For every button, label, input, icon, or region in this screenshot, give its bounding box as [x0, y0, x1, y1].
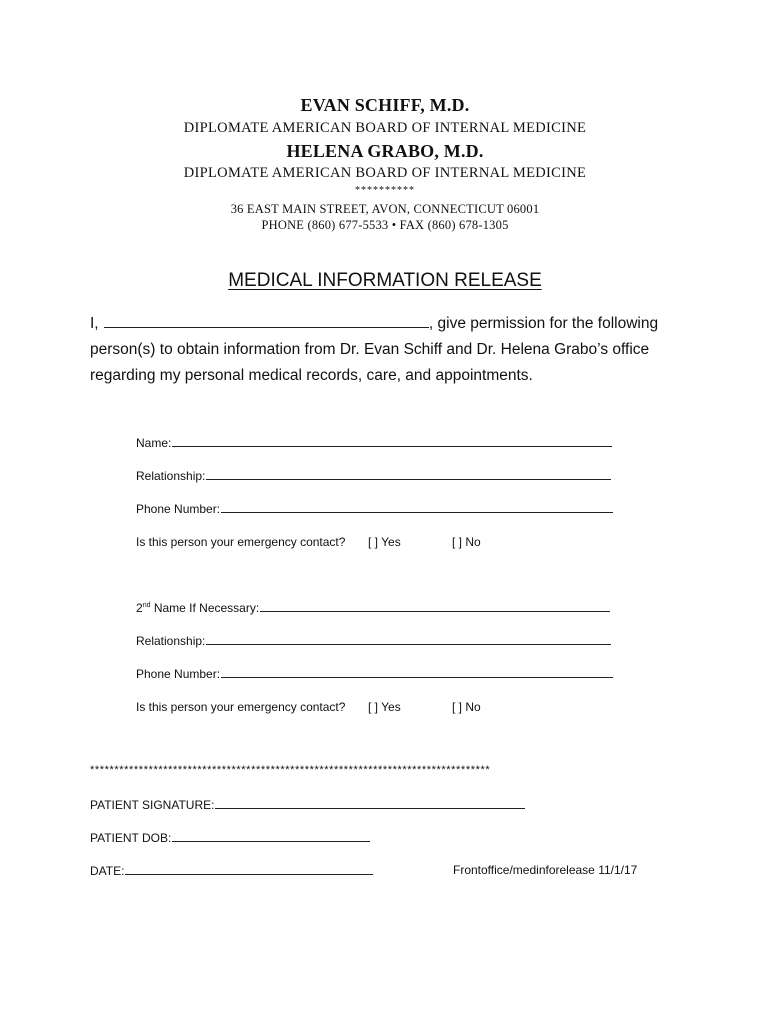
- dob-label: PATIENT DOB:: [90, 831, 172, 845]
- dob-row: [90, 830, 370, 845]
- contact1-no-checkbox[interactable]: [ ] No: [452, 535, 481, 549]
- contact1-relationship-field[interactable]: [206, 468, 611, 480]
- intro-line1-suffix: , give permission for the following: [428, 315, 659, 332]
- contact2-no-checkbox[interactable]: [ ] No: [452, 700, 481, 714]
- footer-reference: Frontoffice/medinforelease 11/1/17: [453, 863, 638, 877]
- intro-line-1: [90, 311, 658, 337]
- star-divider: **********************************************************************************: [90, 764, 491, 776]
- contact2-emergency-question: Is this person your emergency contact?: [136, 700, 346, 714]
- doctor2-name: HELENA GRABO, M.D.: [286, 141, 484, 161]
- contact2-phone-row: [136, 666, 613, 681]
- contact1-relationship-label: Relationship:: [136, 469, 206, 483]
- contact2-name-label-num: 2: [136, 601, 143, 615]
- contact2-yes-checkbox[interactable]: [ ] Yes: [368, 700, 401, 714]
- date-field[interactable]: [125, 863, 373, 875]
- intro-prefix: I,: [90, 315, 103, 332]
- signature-field[interactable]: [215, 797, 525, 809]
- doctor2-title: DIPLOMATE AMERICAN BOARD OF INTERNAL MEDICINE: [183, 165, 587, 181]
- contact1-name-field[interactable]: [172, 435, 612, 447]
- contact1-phone-label: Phone Number:: [136, 502, 221, 516]
- date-row: [90, 863, 373, 878]
- contact1-phone-field[interactable]: [221, 501, 613, 513]
- contact2-relationship-row: [136, 633, 611, 648]
- signature-row: [90, 797, 525, 812]
- contact1-yes-checkbox[interactable]: [ ] Yes: [368, 535, 401, 549]
- address: 36 EAST MAIN STREET, AVON, CONNECTICUT 06001: [230, 202, 540, 216]
- patient-name-field[interactable]: [104, 316, 429, 328]
- contact2-name-row: [136, 600, 610, 615]
- doctor1-title: DIPLOMATE AMERICAN BOARD OF INTERNAL MEDICINE: [183, 120, 587, 136]
- header-separator: **********: [355, 185, 415, 196]
- contact2-phone-field[interactable]: [221, 666, 613, 678]
- contact1-name-label: Name:: [136, 436, 172, 450]
- contact1-emergency-question: Is this person your emergency contact?: [136, 535, 346, 549]
- contact2-relationship-label: Relationship:: [136, 634, 206, 648]
- form-title: MEDICAL INFORMATION RELEASE: [228, 270, 542, 291]
- date-label: DATE:: [90, 864, 125, 878]
- dob-field[interactable]: [172, 830, 370, 842]
- signature-label: PATIENT SIGNATURE:: [90, 798, 215, 812]
- contact2-name-field[interactable]: [260, 600, 610, 612]
- intro-line-2: person(s) to obtain information from Dr. Evan Schiff and Dr. Helena Grabo’s office: [90, 341, 650, 358]
- contact2-phone-label: Phone Number:: [136, 667, 221, 681]
- contact1-relationship-row: [136, 468, 611, 483]
- contact2-name-label-rest: Name If Necessary:: [150, 601, 260, 615]
- phone-fax: PHONE (860) 677-5533 • FAX (860) 678-1305: [261, 218, 509, 232]
- contact2-relationship-field[interactable]: [206, 633, 611, 645]
- contact2-name-label-sup: nd: [142, 602, 151, 609]
- contact1-name-row: [136, 435, 612, 450]
- doctor1-name: EVAN SCHIFF, M.D.: [300, 95, 470, 115]
- intro-line-3: regarding my personal medical records, care, and appointments.: [90, 367, 533, 384]
- contact1-phone-row: [136, 501, 613, 516]
